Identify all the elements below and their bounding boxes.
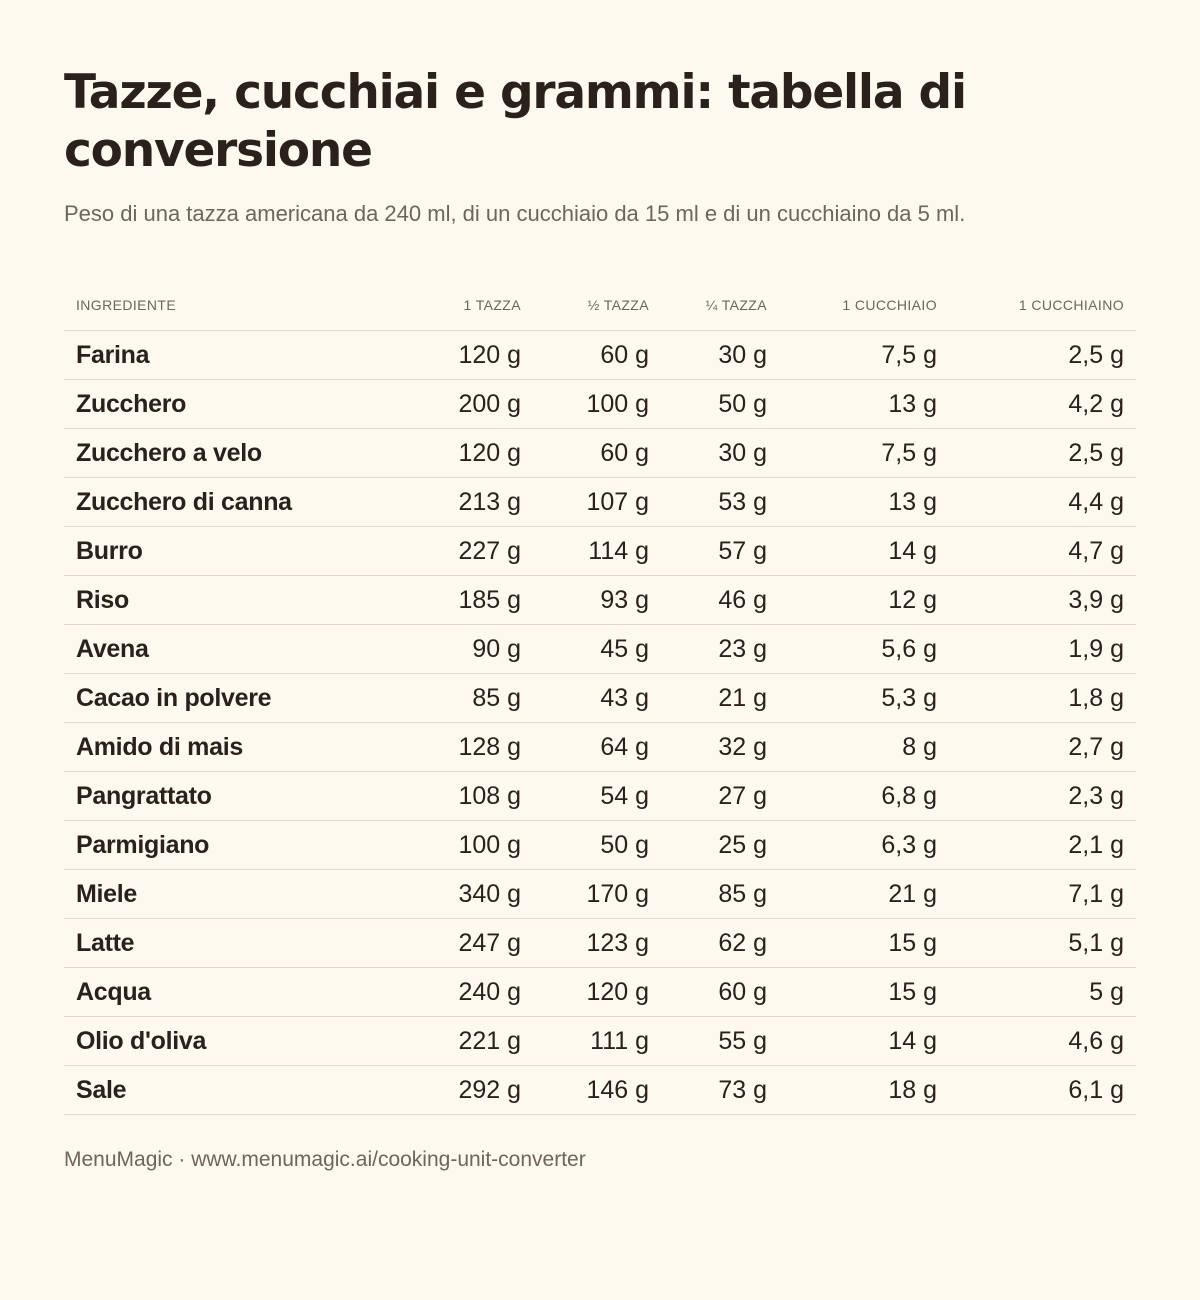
table-body [64,331,1136,1115]
table-row [64,772,1136,821]
table-row [64,429,1136,478]
ingredient-name: Avena [64,625,404,674]
cell-1-cucchiaio: 13 g [779,380,949,429]
cell-1-tazza: 240 g [404,968,533,1017]
ingredient-name: Olio d'oliva [64,1017,404,1066]
cell-1-tazza: 200 g [404,380,533,429]
ingredient-name: Burro [64,527,404,576]
cell-1-cucchiaino: 1,9 g [949,625,1136,674]
cell-quarto-tazza: 23 g [661,625,779,674]
column-header-1-cucchiaio: 1 CUCCHIAIO [779,280,949,331]
table-row [64,625,1136,674]
cell-quarto-tazza: 46 g [661,576,779,625]
cell-mezza-tazza: 45 g [533,625,661,674]
ingredient-name: Farina [64,331,404,380]
cell-quarto-tazza: 27 g [661,772,779,821]
cell-1-cucchiaio: 6,8 g [779,772,949,821]
cell-1-cucchiaio: 8 g [779,723,949,772]
cell-quarto-tazza: 62 g [661,919,779,968]
cell-1-tazza: 213 g [404,478,533,527]
cell-mezza-tazza: 170 g [533,870,661,919]
cell-mezza-tazza: 60 g [533,429,661,478]
cell-1-cucchiaio: 7,5 g [779,331,949,380]
cell-mezza-tazza: 50 g [533,821,661,870]
cell-quarto-tazza: 32 g [661,723,779,772]
column-header-1-cucchiaino: 1 CUCCHIAINO [949,280,1136,331]
ingredient-name: Parmigiano [64,821,404,870]
cell-1-tazza: 120 g [404,429,533,478]
ingredient-name: Amido di mais [64,723,404,772]
table-row [64,968,1136,1017]
table-row [64,919,1136,968]
table-row [64,870,1136,919]
cell-1-cucchiaino: 2,7 g [949,723,1136,772]
cell-1-tazza: 221 g [404,1017,533,1066]
cell-mezza-tazza: 100 g [533,380,661,429]
table-row [64,576,1136,625]
cell-quarto-tazza: 25 g [661,821,779,870]
cell-quarto-tazza: 57 g [661,527,779,576]
cell-1-cucchiaino: 2,1 g [949,821,1136,870]
cell-1-cucchiaino: 4,7 g [949,527,1136,576]
table-row [64,527,1136,576]
cell-1-tazza: 227 g [404,527,533,576]
table-row [64,478,1136,527]
cell-1-cucchiaino: 7,1 g [949,870,1136,919]
column-header-1-tazza: 1 TAZZA [404,280,533,331]
cell-1-tazza: 85 g [404,674,533,723]
page-title: Tazze, cucchiai e grammi: tabella di conversione [64,65,966,178]
cell-mezza-tazza: 60 g [533,331,661,380]
cell-mezza-tazza: 111 g [533,1017,661,1066]
cell-1-tazza: 108 g [404,772,533,821]
ingredient-name: Zucchero [64,380,404,429]
cell-quarto-tazza: 73 g [661,1066,779,1115]
cell-1-tazza: 128 g [404,723,533,772]
cell-1-cucchiaio: 5,6 g [779,625,949,674]
cell-1-cucchiaio: 12 g [779,576,949,625]
ingredient-name: Latte [64,919,404,968]
table-row [64,723,1136,772]
cell-1-cucchiaio: 21 g [779,870,949,919]
ingredient-name: Cacao in polvere [64,674,404,723]
cell-1-cucchiaino: 4,2 g [949,380,1136,429]
cell-1-tazza: 120 g [404,331,533,380]
cell-quarto-tazza: 30 g [661,331,779,380]
table-header-row [64,280,1136,331]
ingredient-name: Riso [64,576,404,625]
cell-mezza-tazza: 114 g [533,527,661,576]
cell-1-cucchiaio: 15 g [779,919,949,968]
table-row [64,1066,1136,1115]
cell-mezza-tazza: 43 g [533,674,661,723]
table-row [64,821,1136,870]
cell-1-cucchiaino: 4,4 g [949,478,1136,527]
cell-1-cucchiaio: 18 g [779,1066,949,1115]
cell-1-cucchiaino: 1,8 g [949,674,1136,723]
ingredient-name: Zucchero a velo [64,429,404,478]
cell-quarto-tazza: 30 g [661,429,779,478]
column-header-mezza-tazza: ½ TAZZA [533,280,661,331]
cell-mezza-tazza: 107 g [533,478,661,527]
table-row [64,380,1136,429]
cell-1-tazza: 185 g [404,576,533,625]
page-subtitle: Peso di una tazza americana da 240 ml, di un cucchiaio da 15 ml e di un cucchiaino da 5 ml. [64,201,966,226]
ingredient-name: Sale [64,1066,404,1115]
cell-1-tazza: 340 g [404,870,533,919]
column-header-ingrediente: INGREDIENTE [64,280,404,331]
ingredient-name: Miele [64,870,404,919]
cell-mezza-tazza: 64 g [533,723,661,772]
cell-1-cucchiaino: 2,3 g [949,772,1136,821]
table-row [64,674,1136,723]
cell-1-cucchiaio: 13 g [779,478,949,527]
ingredient-name: Acqua [64,968,404,1017]
cell-mezza-tazza: 146 g [533,1066,661,1115]
cell-mezza-tazza: 93 g [533,576,661,625]
cell-1-tazza: 247 g [404,919,533,968]
cell-1-cucchiaino: 3,9 g [949,576,1136,625]
cell-1-cucchiaio: 14 g [779,1017,949,1066]
cell-1-cucchiaino: 5,1 g [949,919,1136,968]
cell-quarto-tazza: 21 g [661,674,779,723]
table-row [64,1017,1136,1066]
ingredient-name: Zucchero di canna [64,478,404,527]
cell-1-cucchiaio: 6,3 g [779,821,949,870]
cell-1-cucchiaio: 5,3 g [779,674,949,723]
cell-1-cucchiaino: 5 g [949,968,1136,1017]
conversion-table [64,280,1136,1115]
cell-quarto-tazza: 55 g [661,1017,779,1066]
cell-quarto-tazza: 53 g [661,478,779,527]
cell-mezza-tazza: 123 g [533,919,661,968]
cell-1-cucchiaio: 7,5 g [779,429,949,478]
cell-1-cucchiaio: 14 g [779,527,949,576]
cell-1-cucchiaino: 4,6 g [949,1017,1136,1066]
cell-quarto-tazza: 60 g [661,968,779,1017]
cell-quarto-tazza: 85 g [661,870,779,919]
cell-1-cucchiaino: 2,5 g [949,331,1136,380]
footer-source: MenuMagic · www.menumagic.ai/cooking-unit-converter [64,1148,586,1171]
cell-quarto-tazza: 50 g [661,380,779,429]
table-row [64,331,1136,380]
ingredient-name: Pangrattato [64,772,404,821]
cell-1-tazza: 100 g [404,821,533,870]
page-content [64,64,1136,1115]
cell-1-cucchiaino: 2,5 g [949,429,1136,478]
cell-1-cucchiaino: 6,1 g [949,1066,1136,1115]
cell-mezza-tazza: 54 g [533,772,661,821]
column-header-quarto-tazza: ¼ TAZZA [661,280,779,331]
cell-1-tazza: 292 g [404,1066,533,1115]
cell-mezza-tazza: 120 g [533,968,661,1017]
cell-1-tazza: 90 g [404,625,533,674]
cell-1-cucchiaio: 15 g [779,968,949,1017]
